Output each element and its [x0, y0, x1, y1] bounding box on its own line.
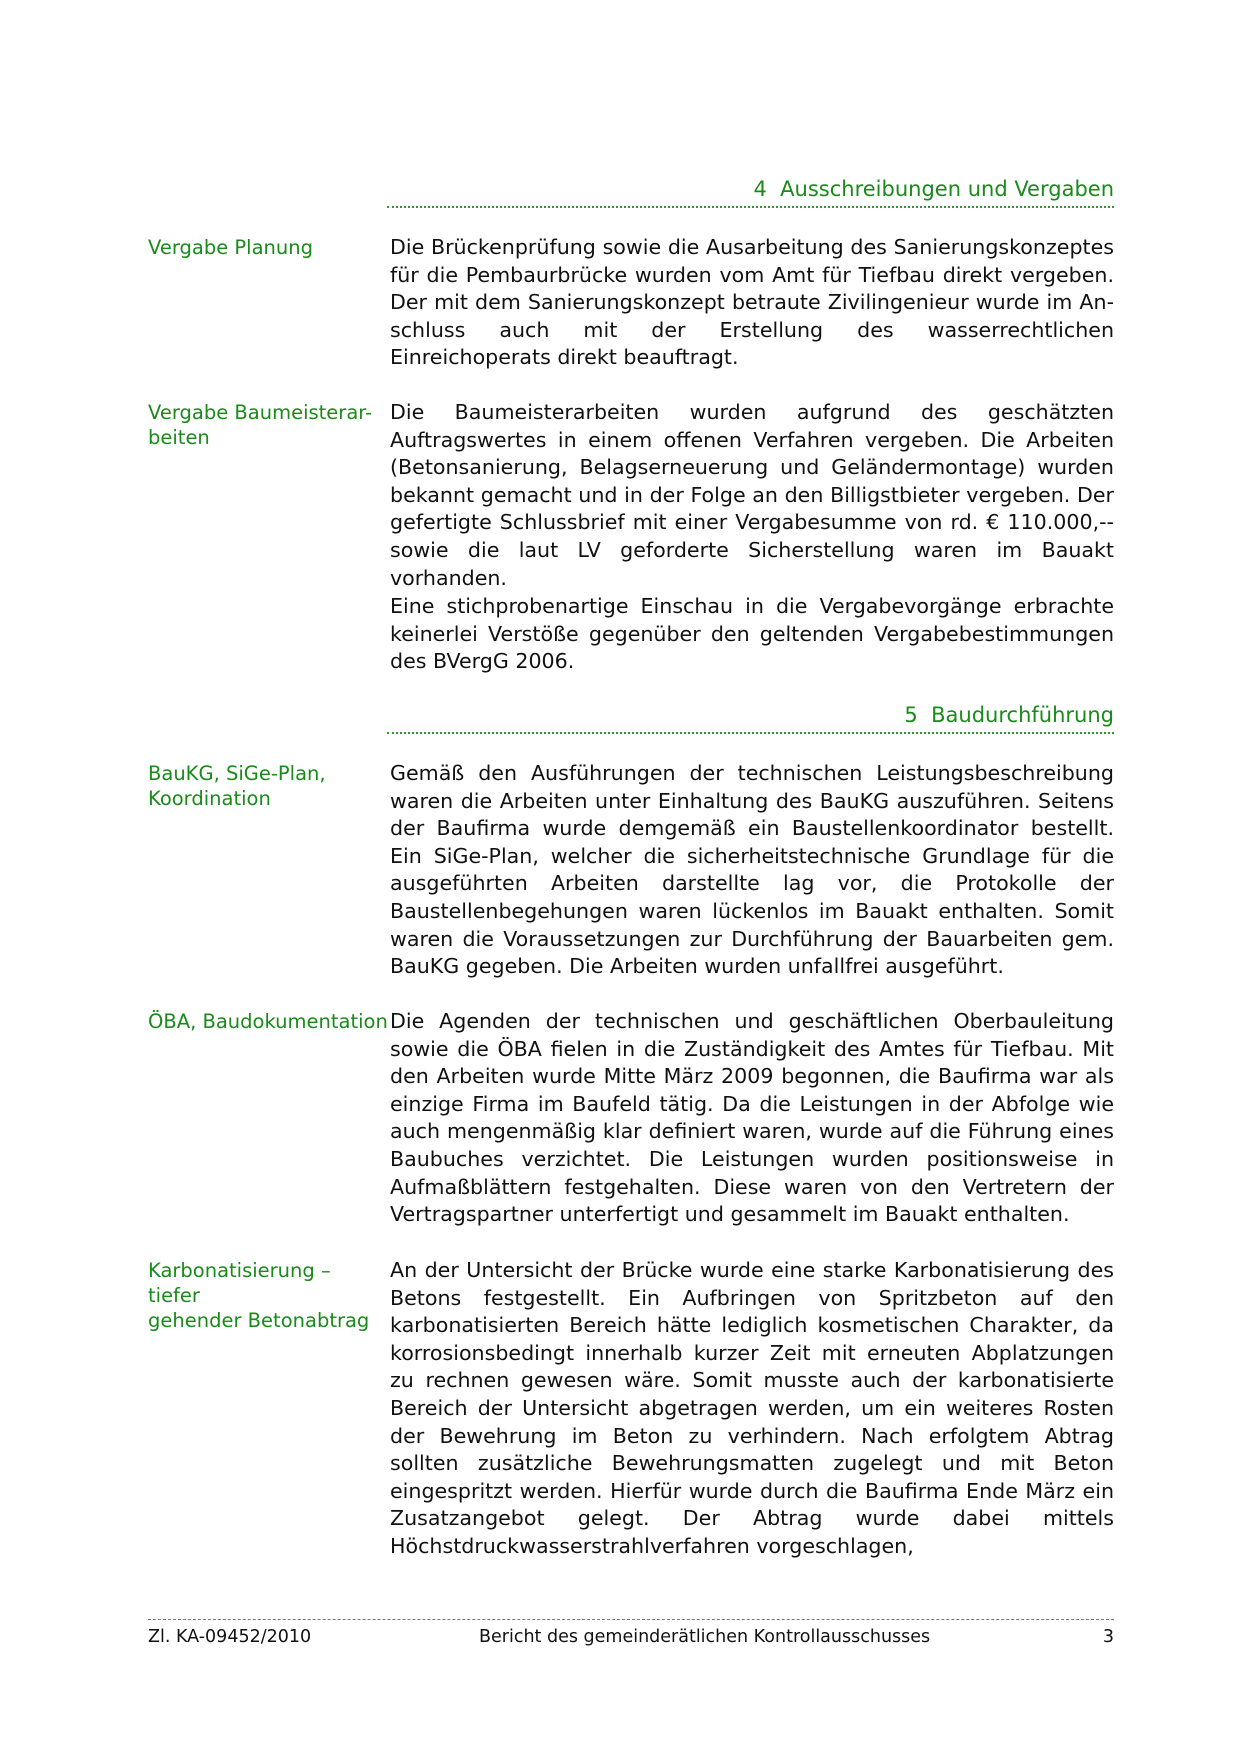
footer-page-number: 3: [1102, 1627, 1114, 1647]
footer-reference: Zl. KA-09452/2010: [148, 1627, 312, 1647]
paragraph-baukg: Gemäß den Ausführungen der technischen Leistungsbeschreibung waren die Arbeiten unter Einhaltung des BauKG auszuführen. Seitens der Baufirma wurde demgemäß ein Baustellenkoordinator bestellt. Ein SiGe-Plan, welcher die sicherheitstechnische Grundlage für die ausgeführten Arbeiten darstellte lag vor, die Protokolle der Baustellenbegehungen waren lückenlos im Bauakt enthalten. Somit waren die Voraussetzungen zur Durchführung der Bauarbeiten gem. BauKG gegeben. Die Arbeiten wurden unfallfrei ausgeführt.: [390, 761, 1114, 979]
margin-note-vergabe-planung: Vergabe Planung: [148, 236, 313, 259]
paragraph-vergabe-baumeisterarbeiten: Die Baumeisterarbeiten wurden aufgrund des geschätzten Auftragswertes in einem offenen Verfahren vergeben. Die Arbeiten (Betonsanierung, Belagserneuerung und Geländermontage) wurden bekannt gemacht und in der Folge an den Billigstbieter vergeben. Der gefertigte Schlussbrief mit einer Vergabesumme von rd. € 110.000,-- sowie die laut LV geforderte Sicherstellung waren im Bauakt vorhanden.: [390, 400, 1114, 590]
margin-note-karbonatisierung: Karbonatisierung – tiefer gehender Betonabtrag: [148, 1259, 370, 1332]
section-title: Ausschreibungen und Vergaben: [780, 177, 1114, 201]
margin-note-oeba: ÖBA, Baudokumentation: [148, 1010, 388, 1033]
section-heading-5: [387, 702, 1114, 734]
paragraph-vergabe-planung: Die Brückenprüfung sowie die Ausarbeitung des Sanierungskonzeptes für die Pembaurbrücke wurden vom Amt für Tiefbau direkt vergeben. Der mit dem Sanierungskonzept betraute Zivilingenieur wurde im Anschluss auch mit der Erstellung des wasserrechtlichen Einreichoperats direkt beauftragt.: [390, 235, 1114, 370]
section-number: 4: [753, 177, 767, 201]
page-footer: [148, 1619, 1114, 1647]
margin-note-baukg: BauKG, SiGe-Plan, Koordination: [148, 762, 326, 810]
footer-report-title: Bericht des gemeinderätlichen Kontrollausschusses: [479, 1627, 931, 1647]
paragraph-vergabe-einschau: Eine stichprobenartige Einschau in die Vergabevorgänge erbrachte keinerlei Verstöße gegenüber den geltenden Vergabebestimmungen des BVergG 2006.: [390, 594, 1114, 674]
paragraph-oeba: Die Agenden der technischen und geschäftlichen Oberbauleitung sowie die ÖBA fielen in die Zuständigkeit des Amtes für Tiefbau. Mit den Arbeiten wurde Mitte März 2009 begonnen, die Baufirma war als einzige Firma im Baufeld tätig. Da die Leistungen in der Abfolge wie auch mengenmäßig klar definiert waren, wurde auf die Führung eines Baubuches verzichtet. Die Leistungen wurden positionsweise in Aufmaßblättern festgehalten. Diese waren von den Vertretern der Vertragspartner unterfertigt und gesammelt im Bauakt enthalten.: [390, 1009, 1114, 1227]
margin-note-vergabe-baumeisterarbeiten: Vergabe Baumeisterar- beiten: [148, 401, 373, 449]
paragraph-karbonatisierung: An der Untersicht der Brücke wurde eine starke Karbonatisierung des Betons festgestellt. Ein Aufbringen von Spritzbeton auf den karbonatisierten Bereich hätte lediglich kosmetischen Charakter, da korrosionsbedingt innerhalb kurzer Zeit mit erneuten Abplatzungen zu rechnen gewesen wäre. Somit musste auch der karbonatisierte Bereich der Untersicht abgetragen werden, um ein weiteres Rosten der Bewehrung im Beton zu verhindern. Nach erfolgtem Abtrag sollten zusätzliche Bewehrungsmatten zugelegt und mit Beton eingespritzt werden. Hierfür wurde durch die Baufirma Ende März ein Zusatzangebot gelegt. Der Abtrag wurde dabei mittels Höchstdruckwasserstrahlverfahren vorgeschlagen,: [390, 1258, 1114, 1558]
section-number: 5: [904, 703, 918, 727]
section-heading-4: [387, 176, 1114, 208]
section-title: Baudurchführung: [931, 703, 1114, 727]
